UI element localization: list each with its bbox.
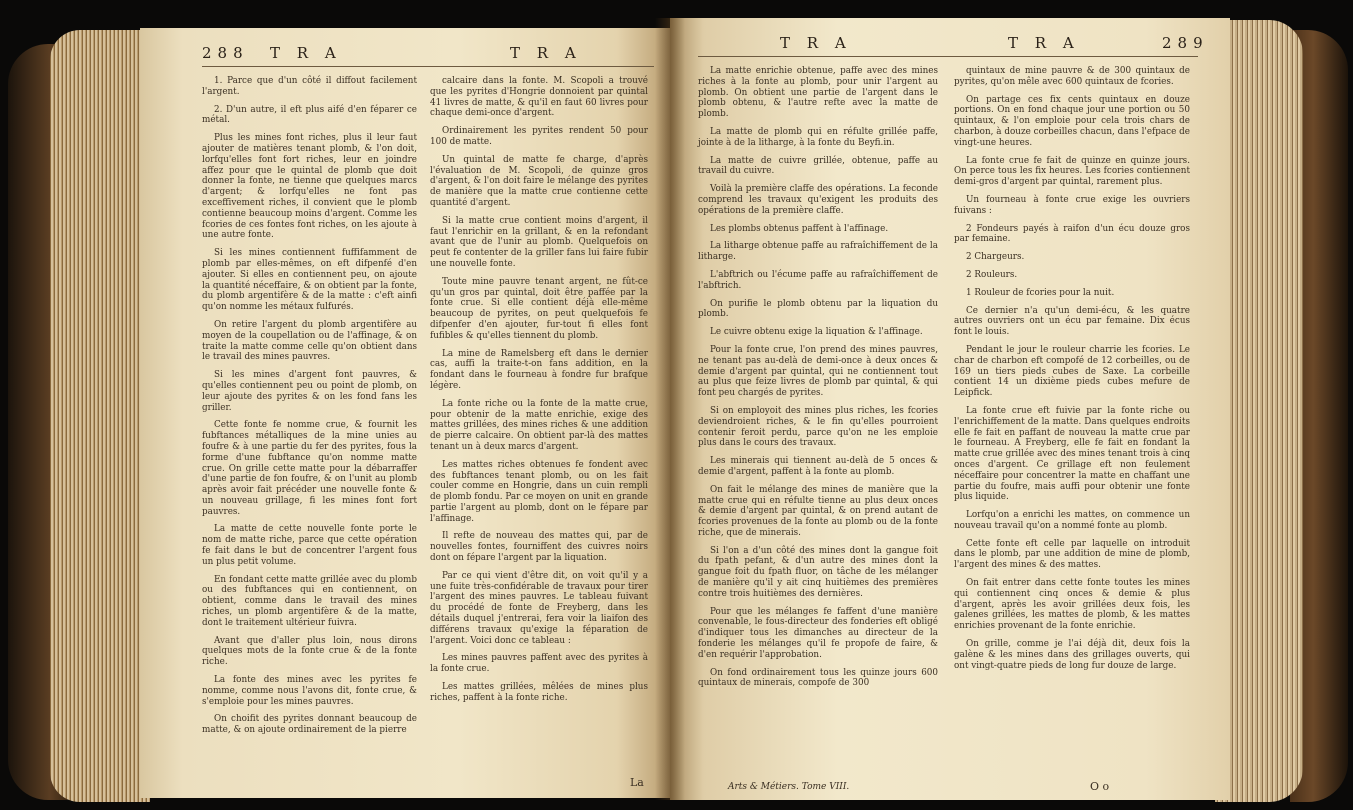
paragraph: On fond ordinairement tous les quinze jours 600 quintaux de minerais, compofe de 300: [698, 667, 938, 689]
paragraph: On partage ces fix cents quintaux en douze portions. On en fond chaque jour une portion ou 50 quintaux, & l'on emploie pour cela trois chars de charbon, à douze corbeilles chacun, dans l'efpace de vingt-une heures.: [954, 94, 1190, 148]
paragraph: Les mattes grillées, mêlées de mines plus riches, paffent à la fonte riche.: [430, 682, 648, 703]
paragraph: quintaux de mine pauvre & de 300 quintaux de pyrites, qu'on mêle avec 600 quintaux de fcories.: [954, 66, 1190, 87]
left-page-column-2: [430, 76, 648, 711]
right-page-footer: Arts & Métiers. Tome VIII.: [728, 782, 850, 792]
paragraph: Les mines pauvres paffent avec des pyrites à la fonte crue.: [430, 653, 648, 675]
right-page: [670, 18, 1230, 800]
paragraph: On fait le mélange des mines de manière que la matte crue qui en réfulte tienne au plus deux onces & demie d'argent par quintal, & on prend autant de fcories provenues de la fonte au plomb ou de la fonte riche, que de minerais.: [698, 484, 938, 538]
paragraph: Un quintal de matte fe charge, d'après l'évaluation de M. Scopoli, de quinze gros d'argent, & l'on doit faire le mélange des pyrites de manière que la matte crue contienne cette quantité d'argent.: [430, 154, 648, 208]
paragraph: La mine de Ramelsberg eft dans le dernier cas, auffi la traite-t-on fans addition, en la fondant dans le fourneau à fondre fur brafque légère.: [430, 348, 648, 391]
paragraph: Lorfqu'on a enrichi les mattes, on commence un nouveau travail qu'on a nommé fonte au plomb.: [954, 510, 1190, 531]
paragraph: Si la matte crue contient moins d'argent, il faut l'enrichir en la grillant, & en la refondant avant que de l'unir au plomb. Quelquefois on peut fe contenter de la griller fans lui faire fubir une nouvelle fonte.: [430, 215, 648, 269]
paragraph: La fonte crue eft fuivie par la fonte riche ou l'enrichiffement de la matte. Dans quelques endroits elle fe fait en paffant de nouveau la matte crue par le fourneau. A Freyberg, elle fe fait en fondant la matte crue grillée avec des mines tenant trois à cinq onces d'argent. Ce grillage eft non feulement néceffaire pour concentrer la matte en chaffant une partie du foufre, mais auffi pour obtenir une fonte plus liquide.: [954, 405, 1190, 503]
paragraph: Pour que les mélanges fe faffent d'une manière convenable, le fous-directeur des fonderies eft obligé d'indiquer tous les dimanches au directeur de la fonderie les mélanges qu'il fe propofe de faire, & d'en requérir l'approbation.: [698, 606, 938, 660]
paragraph: Il refte de nouveau des mattes qui, par de nouvelles fontes, fourniffent des cuivres noirs dont on fépare l'argent par la liquation.: [430, 531, 648, 564]
page-edges-left: [50, 30, 150, 802]
paragraph: On purifie le plomb obtenu par la liquation du plomb.: [698, 298, 938, 320]
left-page-number: 288: [202, 44, 249, 62]
paragraph: Les mattes riches obtenues fe fondent avec des fubftances tenant plomb, ou on les fait couler comme en Hongrie, dans un cuin rempli de plomb fondu. Par ce moyen on unit en grande partie l'argent au plomb, dont on le fépare par l'affinage.: [430, 459, 648, 524]
paragraph: 1 Rouleur de fcories pour la nuit.: [966, 287, 1115, 298]
left-page-column-1: [202, 76, 417, 743]
paragraph: Pour la fonte crue, l'on prend des mines pauvres, ne tenant pas au-delà de demi-once à deux onces & demie d'argent par quintal, qui ne contiennent tout au plus que feize livres de plomb par quintal, & qui font peu chargés de pyrites.: [698, 344, 938, 399]
paragraph: La matte de cette nouvelle fonte porte le nom de matte riche, parce que cette opération fe fait dans le but de concentrer l'argent fous un plus petit volume.: [202, 524, 417, 567]
book-gutter: [655, 18, 685, 800]
paragraph: calcaire dans la fonte. M. Scopoli a trouvé que les pyrites d'Hongrie donnoient par quintal 41 livres de matte, & qu'il en faut 60 livres pour chaque demi-once d'argent.: [430, 76, 648, 119]
paragraph: On retire l'argent du plomb argentifère au moyen de la coupellation ou de l'affinage, & on traite la matte comme celle qu'on obtient dans le travail des mines pauvres.: [202, 319, 417, 363]
paragraph: Si les mines d'argent font pauvres, & qu'elles contiennent peu ou point de plomb, on leur ajoute des pyrites & on les fond fans les griller.: [202, 370, 417, 413]
left-header-rule: [202, 66, 654, 67]
paragraph: 1. Parce que d'un côté il diffout facilement l'argent.: [202, 76, 417, 97]
left-page-header-left: T R A: [270, 44, 342, 62]
paragraph: Avant que d'aller plus loin, nous dirons quelques mots de la fonte crue & de la fonte riche.: [202, 635, 417, 668]
paragraph: On fait entrer dans cette fonte toutes les mines qui contiennent cinq onces & demie & plus d'argent, après les avoir grillées deux fois, les galenes grillées, les mattes de plomb, & les mattes enrichies provenant de la fonte enrichie.: [954, 578, 1190, 632]
paragraph: L'abftrich ou l'écume paffe au rafraîchiffement de l'abftrich.: [698, 269, 938, 291]
paragraph: La fonte riche ou la fonte de la matte crue, pour obtenir de la matte enrichie, exige des mattes grillées, des mines riches & une addition de pierre calcaire. On obtient par-là des mattes tenant un à deux marcs d'argent.: [430, 398, 648, 452]
paragraph: Ordinairement les pyrites rendent 50 pour 100 de matte.: [430, 126, 648, 147]
paragraph: On grille, comme je l'ai déjà dit, deux fois la galène & les mines dans des grillages ouverts, qui ont vingt-quatre pieds de long fur douze de large.: [954, 639, 1190, 671]
right-page-column-1: [698, 66, 938, 696]
paragraph: En fondant cette matte grillée avec du plomb ou des fubftances qui en contiennent, on obtient, comme dans le travail des mines riches, un plomb argentifère & de la matte, dont le traitement ultérieur fuivra.: [202, 574, 417, 628]
paragraph: La matte de cuivre grillée, obtenue, paffe au travail du cuivre.: [698, 155, 938, 177]
right-signature-mark: O o: [1090, 780, 1110, 793]
paragraph: Ce dernier n'a qu'un demi-écu, & les quatre autres ouvriers ont un écu par femaine. Dix écus font le louis.: [954, 305, 1190, 338]
paragraph: 2. D'un autre, il eft plus aifé d'en féparer ce métal.: [202, 104, 417, 126]
left-catchword: La: [630, 776, 644, 789]
paragraph: 2 Chargeurs.: [966, 252, 1025, 263]
paragraph: Pendant le jour le rouleur charrie les fcories. Le char de charbon eft compofé de 12 corbeilles, ou de 169 un tiers pieds cubes de Saxe. La corbeille contient 14 un dixième pieds cubes mefure de Leipfick.: [954, 344, 1190, 399]
paragraph: On choifit des pyrites donnant beaucoup de matte, & on ajoute ordinairement de la pierre: [202, 714, 417, 736]
paragraph: La fonte crue fe fait de quinze en quinze jours. On perce tous les fix heures. Les fcories contiennent demi-gros d'argent par quintal, rarement plus.: [954, 155, 1190, 188]
right-page-header-left: T R A: [780, 34, 852, 52]
paragraph: Le cuivre obtenu exige la liquation & l'affinage.: [710, 327, 923, 338]
paragraph: Un fourneau à fonte crue exige les ouvriers fuivans :: [954, 194, 1190, 216]
paragraph: Si on employoit des mines plus riches, les fcories deviendroient riches, & le fin qu'elles pourroient contenir feroit perdu, parce qu'on ne les emploie plus dans le cours des travaux.: [698, 405, 938, 449]
left-page-header-right: T R A: [510, 44, 582, 62]
paragraph: La matte enrichie obtenue, paffe avec des mines riches à la fonte au plomb, pour unir l'argent au plomb. On obtient une partie de l'argent dans le plomb obtenu, & l'autre refte avec la matte de plomb.: [698, 66, 938, 120]
right-page-number: 289: [1162, 34, 1209, 52]
paragraph: Les minerais qui tiennent au-delà de 5 onces & demie d'argent, paffent à la fonte au plomb.: [698, 456, 938, 477]
paragraph: Les plombs obtenus paffent à l'affinage.: [710, 223, 889, 234]
paragraph: Cette fonte fe nomme crue, & fournit les fubftances métalliques de la mine unies au foufre & à une partie du fer des pyrites, fous la forme d'une fubftance qu'on nomme matte crue. On grille cette matte pour la débarraffer d'une partie de fon foufre, & on l'unit au plomb après avoir fait précéder une nouvelle fonte & un nouveau grillage, fi les mines font fort pauvres.: [202, 420, 417, 517]
paragraph: Cette fonte eft celle par laquelle on introduit dans le plomb, par une addition de mine de plomb, l'argent des mines & des mattes.: [954, 538, 1190, 571]
paragraph: 2 Fondeurs payés à raifon d'un écu douze gros par femaine.: [954, 223, 1190, 245]
paragraph: La matte de plomb qui en réfulte grillée paffe, jointe à de la litharge, à la fonte du Beyfi.in.: [698, 126, 938, 148]
paragraph: La litharge obtenue paffe au rafraîchiffement de la litharge.: [698, 241, 938, 263]
paragraph: Par ce qui vient d'être dit, on voit qu'il y a une fuite très-confidérable de travaux pour tirer l'argent des mines pauvres. Le tableau fuivant du procédé de fonte de Freyberg, dans les détails duquel j'entrerai, fera voir la liaifon des différens travaux qu'exige la féparation de l'argent. Voici donc ce tableau :: [430, 570, 648, 646]
paragraph: Si l'on a d'un côté des mines dont la gangue foit du fpath pefant, & d'un autre des mines dont la gangue foit du fpath fluor, on tâche de les mélanger de manière qu'il y ait cinq huitièmes des premières contre trois huitièmes des dernières.: [698, 545, 938, 599]
paragraph: La fonte des mines avec les pyrites fe nomme, comme nous l'avons dit, fonte crue, & s'emploie pour les mines pauvres.: [202, 675, 417, 707]
paragraph: 2 Rouleurs.: [966, 269, 1018, 280]
paragraph: Plus les mines font riches, plus il leur faut ajouter de matières tenant plomb, & l'on doit, lorfqu'elles font fort riches, leur en joindre affez pour que le quintal de plomb que doit donner la fonte, ne tienne que quelques marcs d'argent; & lorfqu'elles ne font pas exceffivement riches, il convient que le plomb contienne beaucoup moins d'argent. Comme les fcories de ces fontes font riches, on les ajoute à une autre fonte.: [202, 133, 417, 241]
paragraph: Toute mine pauvre tenant argent, ne fût-ce qu'un gros par quintal, doit être paffée par la fonte crue. Si elle contient déjà elle-même beaucoup de pyrites, on peut quelquefois fe difpenfer d'en ajouter, fur-tout fi elles font fufibles & qu'elles tiennent du plomb.: [430, 276, 648, 341]
paragraph: Voilà la première claffe des opérations. La feconde comprend les travaux qu'exigent les produits des opérations de la première claffe.: [698, 184, 938, 216]
paragraph: Si les mines contiennent fuffifamment de plomb par elles-mêmes, on eft difpenfé d'en ajouter. Si elles en contiennent peu, on ajoute la quantité néceffaire, & on obtient par la fonte, du plomb argentifère & de la matte : c'eft ainfi qu'on nomme les métaux fulfurés.: [202, 248, 417, 313]
right-page-column-2: [954, 66, 1190, 678]
right-header-rule: [698, 56, 1198, 57]
right-page-header-right: T R A: [1008, 34, 1080, 52]
left-page: [140, 28, 670, 798]
